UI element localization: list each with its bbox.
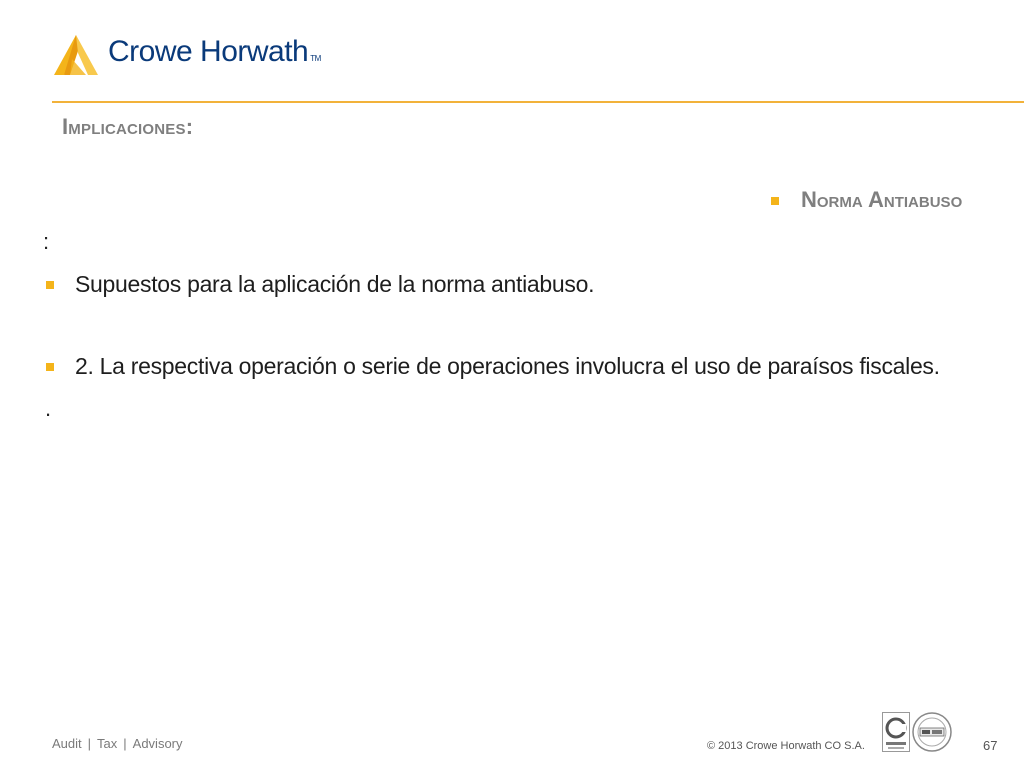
topic-label: Norma Antiabuso <box>801 187 963 212</box>
service-tax: Tax <box>97 736 118 751</box>
iso-9001-certificate-icon <box>882 712 910 752</box>
bullet-square-icon <box>46 363 54 371</box>
footer-services <box>52 736 183 751</box>
page-number: 67 <box>983 738 998 753</box>
trailing-period: . <box>45 396 52 421</box>
list-item-text: Supuestos para la aplicación de la norma antiabuso. <box>75 271 595 297</box>
service-audit: Audit <box>52 736 82 751</box>
logo-wordmark: Crowe Horwath TM <box>108 35 321 68</box>
bullet-square-icon <box>46 281 54 289</box>
section-title: Implicaciones: <box>62 114 194 139</box>
header-divider <box>52 101 1024 103</box>
bullet-square-icon <box>771 197 779 205</box>
footer-separator: | <box>123 736 127 751</box>
copyright-text: © 2013 Crowe Horwath CO S.A. <box>707 740 865 752</box>
logo-mark-icon <box>50 33 102 77</box>
colon-text: : <box>43 229 50 254</box>
list-item-text: 2. La respectiva operación o serie de operaciones involucra el uso de paraísos fiscales. <box>75 353 940 379</box>
crowe-horwath-logo <box>50 33 330 79</box>
service-advisory: Advisory <box>132 736 183 751</box>
footer-separator: | <box>87 736 92 751</box>
iqnet-certificate-icon <box>912 712 952 752</box>
